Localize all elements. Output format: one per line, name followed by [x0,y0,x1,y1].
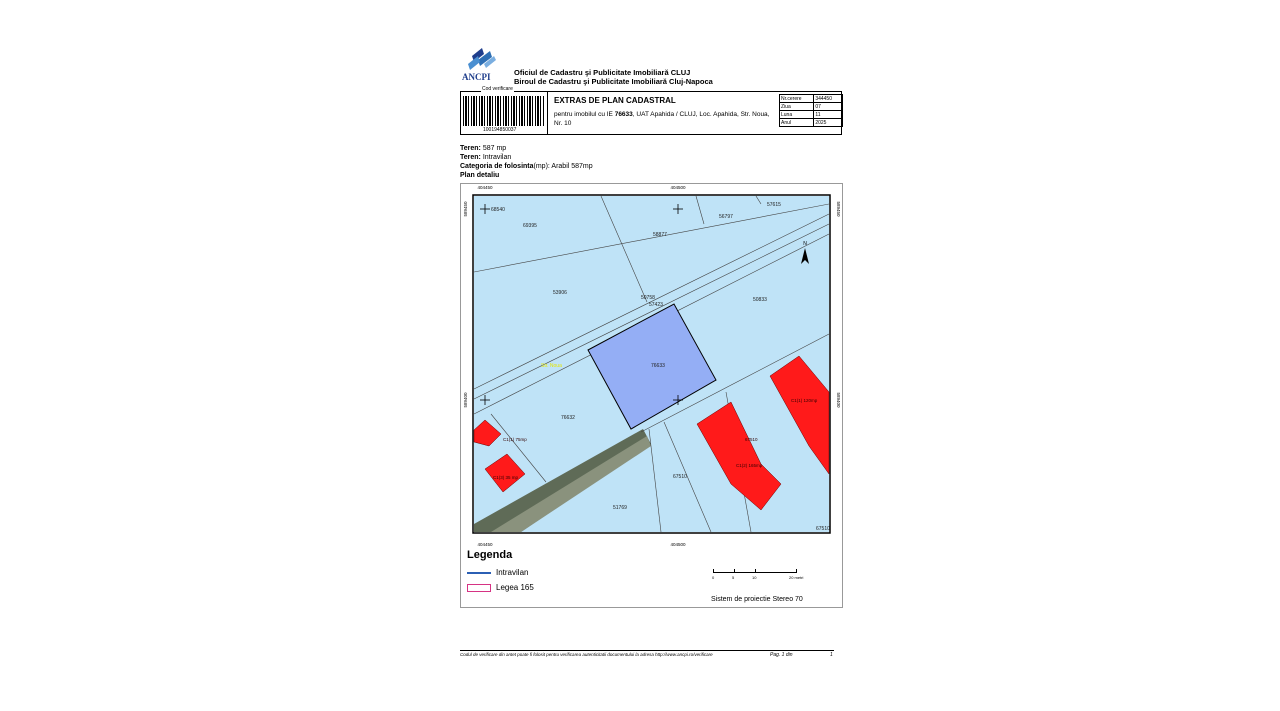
land-info [460,144,593,180]
verification-label: Cod verificare [482,86,513,92]
desc-prefix: pentru imobilul cu IE [554,111,613,118]
office-line2: Biroul de Cadastru şi Publicitate Imobiliară Cluj-Napoca [514,77,713,86]
building-label: C1(2) 165mp [736,463,763,468]
legend-item-intravilan [467,568,528,577]
ancpi-logo-icon [460,46,500,74]
building-label: C1(1) 120mp [791,398,818,403]
ancpi-logo [460,46,502,86]
info-value: 11 [814,111,843,119]
footer-text: Codul de verificare din antet poate fi folosit pentru verificarea autenticitatii documentului la adresa http://www.ancpi.ro/verificare [460,652,713,657]
projection-text: Sistem de proiectie Stereo 70 [711,596,803,603]
doc-description [554,110,770,128]
document-page [452,40,850,665]
legend-title: Legenda [467,549,513,561]
parcel-label: 67510 [816,526,830,532]
info-label: Nr.cerere [780,95,814,103]
parcel-label: 56797 [719,214,733,220]
coord-bottom-1: 404450 [477,542,493,547]
scale-tick [796,569,797,573]
parcel-label: 53906 [553,290,567,296]
scale-label: 5 [732,575,735,580]
barcode [463,96,545,126]
road-label: Str. Noua [541,363,562,369]
scale-label: 20 metri [789,575,804,580]
scale-label: 10 [752,575,757,580]
doc-title: EXTRAS DE PLAN CADASTRAL [554,96,676,105]
coord-left-1: 589450 [463,201,468,217]
scale-label: 0 [712,575,715,580]
parcel-label: 68540 [491,207,505,213]
legend-item-legea [467,583,534,592]
parcel-label: 67510 [673,474,687,480]
plan-label: Plan detaliu [460,172,500,179]
scale-tick [734,569,735,573]
cadastral-map [461,184,842,607]
info-value: 07 [814,103,843,111]
category-value: (mp): Arabil 587mp [533,163,593,170]
footer-rule [460,650,834,651]
parcel-label: 57615 [767,202,781,208]
info-value: 344450 [814,95,843,103]
parcel-label: 69395 [523,223,537,229]
legea-swatch [467,584,491,592]
info-value: 2025 [814,119,843,127]
legend-label: Intravilan [496,568,529,577]
parcel-label: 57423 [649,302,663,308]
parcel-label: 76632 [561,415,575,421]
coord-top-2: 404500 [670,185,686,190]
divider [547,92,548,134]
legend-label: Legea 165 [496,583,534,592]
footer-page: Pag. 1 din [770,652,793,658]
north-label: N [803,241,807,247]
header-box [460,86,842,135]
teren2-label: Teren: [460,154,481,161]
teren-label: Teren: [460,145,481,152]
logo-text: ANCPI [462,72,491,82]
request-info-table [779,94,843,127]
teren-value: 587 mp [482,145,507,152]
coord-top-1: 404450 [477,185,493,190]
coord-bottom-2: 404500 [670,542,686,547]
coord-right-2: 589400 [836,392,841,408]
barcode-number: 100194850037 [483,127,517,133]
info-label: Ziua [780,103,814,111]
footer-total: 1 [830,652,833,658]
scale-tick [713,569,714,573]
intravilan-swatch [467,572,491,574]
parcel-label: 50758 [641,295,655,301]
building-label: C1(1) 75mp [503,437,527,442]
office-line1: Oficiul de Cadastru şi Publicitate Imobiliară CLUJ [514,68,691,77]
scale-tick [755,569,756,573]
info-label: Anul [780,119,814,127]
parcel-label: 51769 [613,505,627,511]
coord-left-2: 589400 [463,392,468,408]
office-name [514,68,713,86]
parcel-label: 58877 [653,232,667,238]
building-label: C1(3) 35 mp [493,475,519,480]
parcel-label: 76633 [651,363,665,369]
building-label: 67510 [745,437,758,442]
coord-right-1: 589450 [836,201,841,217]
category-label: Categoria de folosinta [460,163,534,170]
map-frame [460,183,843,608]
ie-number: 76633 [614,111,633,118]
desc-suffix: , UAT Apahida / CLUJ, Loc. Apahida, Str. Noua, Nr. 10 [554,111,770,127]
parcel-label: 50833 [753,297,767,303]
teren2-value: Intravilan [482,154,512,161]
info-label: Luna [780,111,814,119]
